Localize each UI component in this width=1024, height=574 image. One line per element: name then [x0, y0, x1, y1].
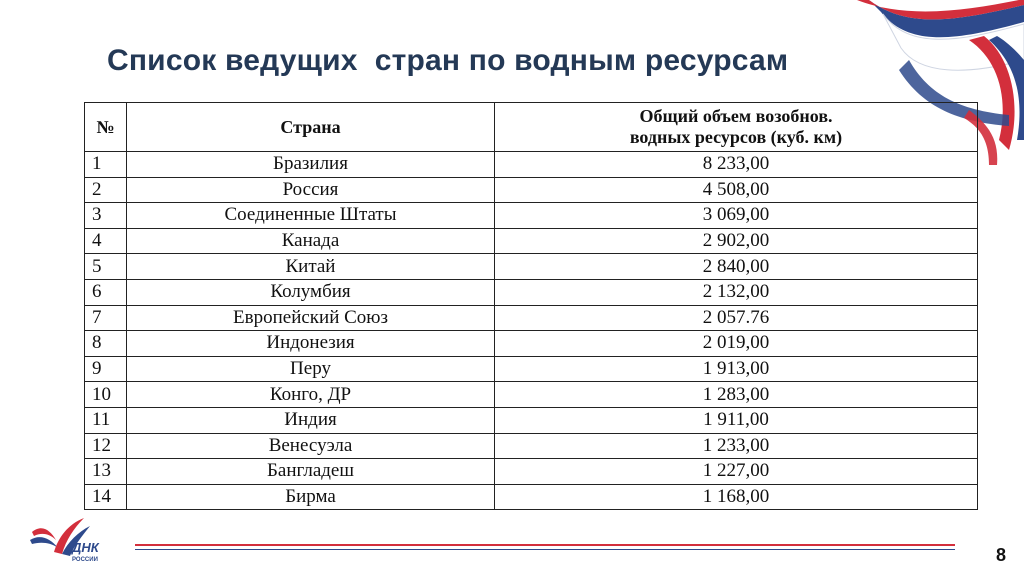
cell-volume: 4 508,00: [495, 177, 978, 203]
footer-line-blue: [135, 549, 955, 550]
cell-number: 13: [85, 459, 127, 485]
cell-volume: 1 911,00: [495, 407, 978, 433]
table-row: [85, 331, 978, 357]
cell-country: Венесуэла: [127, 433, 495, 459]
page-title: Список ведущих стран по водным ресурсам: [107, 44, 789, 77]
table-row: [85, 279, 978, 305]
water-resources-table: [84, 102, 978, 510]
header-volume-line1: Общий объем возобнов.: [639, 106, 833, 126]
cell-number: 6: [85, 279, 127, 305]
table-row: [85, 203, 978, 229]
cell-volume: 2 057.76: [495, 305, 978, 331]
dnk-russia-logo: [28, 514, 118, 564]
cell-number: 11: [85, 407, 127, 433]
header-country: Страна: [127, 103, 495, 152]
table-row: [85, 254, 978, 280]
cell-country: Соединенные Штаты: [127, 203, 495, 229]
table-row: [85, 228, 978, 254]
cell-number: 7: [85, 305, 127, 331]
cell-number: 8: [85, 331, 127, 357]
cell-country: Бразилия: [127, 152, 495, 178]
table-row: [85, 356, 978, 382]
cell-number: 12: [85, 433, 127, 459]
table-row: [85, 433, 978, 459]
cell-number: 5: [85, 254, 127, 280]
cell-country: Европейский Союз: [127, 305, 495, 331]
table-row: [85, 305, 978, 331]
cell-volume: 2 132,00: [495, 279, 978, 305]
cell-volume: 1 913,00: [495, 356, 978, 382]
cell-number: 1: [85, 152, 127, 178]
table-row: [85, 382, 978, 408]
cell-volume: 1 283,00: [495, 382, 978, 408]
cell-country: Колумбия: [127, 279, 495, 305]
cell-number: 9: [85, 356, 127, 382]
cell-country: Индонезия: [127, 331, 495, 357]
cell-volume: 2 902,00: [495, 228, 978, 254]
header-number: №: [85, 103, 127, 152]
cell-volume: 1 233,00: [495, 433, 978, 459]
logo-text-main: ДНК: [72, 540, 99, 555]
cell-country: Бангладеш: [127, 459, 495, 485]
cell-volume: 2 019,00: [495, 331, 978, 357]
table-row: [85, 484, 978, 510]
cell-volume: 1 227,00: [495, 459, 978, 485]
cell-country: Конго, ДР: [127, 382, 495, 408]
cell-country: Бирма: [127, 484, 495, 510]
table-row: [85, 459, 978, 485]
cell-country: Индия: [127, 407, 495, 433]
footer-divider: [135, 544, 955, 550]
header-volume-line2: водных ресурсов (куб. км): [629, 127, 843, 147]
table-row: [85, 407, 978, 433]
header-volume: [495, 103, 978, 152]
cell-number: 10: [85, 382, 127, 408]
footer-line-red: [135, 544, 955, 546]
cell-volume: 2 840,00: [495, 254, 978, 280]
cell-country: Перу: [127, 356, 495, 382]
table-row: [85, 177, 978, 203]
cell-number: 4: [85, 228, 127, 254]
cell-number: 2: [85, 177, 127, 203]
cell-volume: 3 069,00: [495, 203, 978, 229]
table-header-row: [85, 103, 978, 152]
table-row: [85, 152, 978, 178]
cell-volume: 1 168,00: [495, 484, 978, 510]
page-number: 8: [996, 545, 1007, 565]
cell-country: Россия: [127, 177, 495, 203]
cell-volume: 8 233,00: [495, 152, 978, 178]
logo-text-sub: РОССИИ: [72, 557, 98, 563]
cell-country: Канада: [127, 228, 495, 254]
cell-country: Китай: [127, 254, 495, 280]
cell-number: 14: [85, 484, 127, 510]
cell-number: 3: [85, 203, 127, 229]
